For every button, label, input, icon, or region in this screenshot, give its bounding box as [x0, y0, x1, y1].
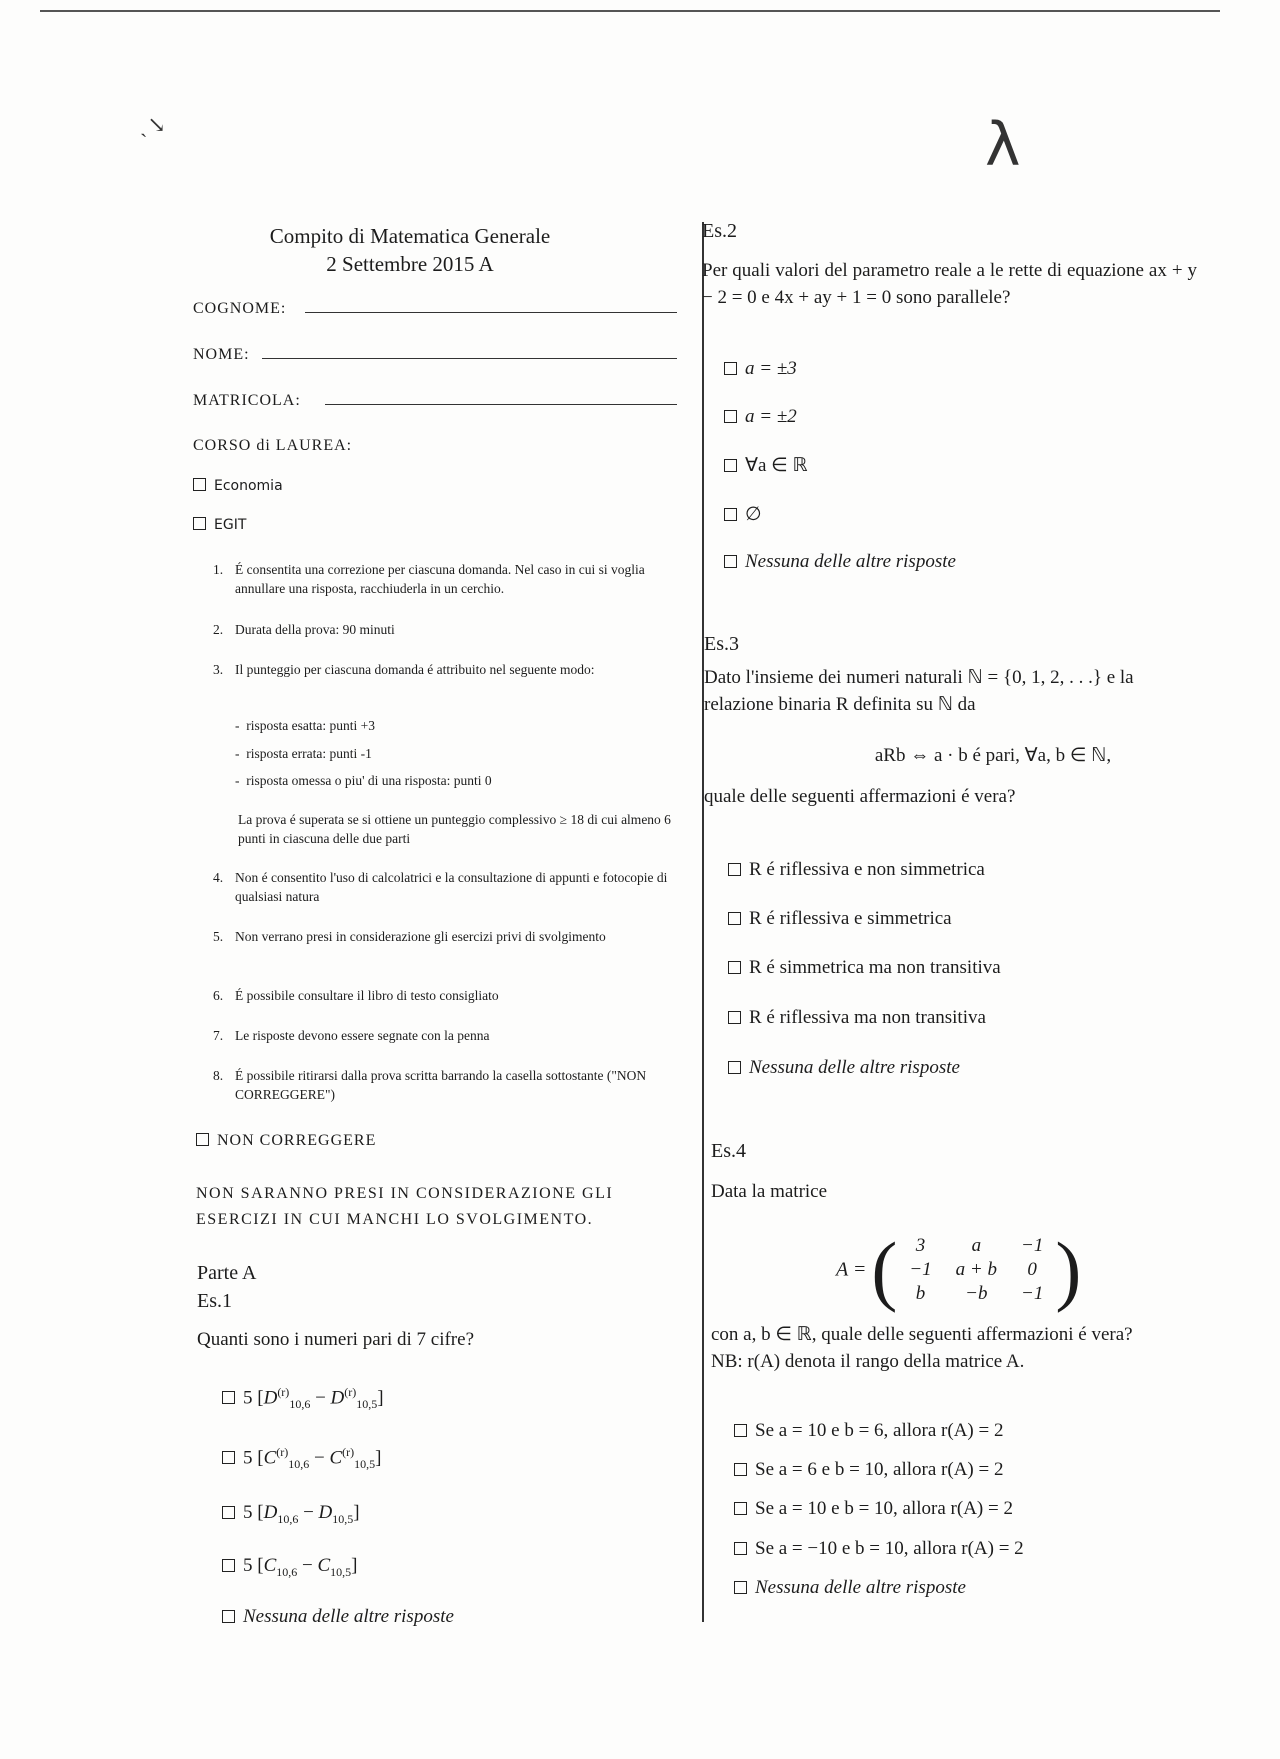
rule-text: É consentita una correzione per ciascuna domanda. Nel caso in cui si voglia annullare una risposta, racchiuderla in un cerchio. [235, 562, 645, 596]
es2-option-3[interactable] [724, 454, 808, 477]
es3-heading: Es.3 [704, 633, 739, 655]
rule-text: Non é consentito l'uso di calcolatrici e la consultazione di appunti e fotocopie di qualsiasi natura [235, 870, 668, 904]
es4-question: con a, b ∈ ℝ, quale delle seguenti affermazioni é vera? [711, 1324, 1133, 1345]
m-cell: −b [965, 1283, 988, 1304]
parte-a-heading: Parte A [197, 1262, 257, 1284]
rule-text: Durata della prova: 90 minuti [235, 622, 395, 637]
rule-text: risposta errata: punti -1 [246, 746, 372, 761]
m-cell: b [915, 1283, 926, 1304]
rule-1: 1. É consentita una correzione per ciascuna domanda. Nel caso in cui si voglia annullare una risposta, racchiuderla in un cerchio. [213, 562, 645, 596]
rule-text: risposta omessa o piu' di una risposta: punti 0 [246, 773, 492, 788]
rule-3a: - risposta esatta: punti +3 [235, 718, 375, 733]
option-label: Se a = 6 e b = 10, allora r(A) = 2 [755, 1459, 1004, 1480]
pencil-mark-right: λ [985, 110, 1021, 180]
option-label: ∅ [745, 504, 762, 525]
option-label: Nessuna delle altre risposte [745, 551, 956, 572]
non-correggere-label: NON CORREGGERE [217, 1132, 377, 1149]
es2-heading: Es.2 [702, 220, 737, 242]
checkbox-icon [222, 1451, 235, 1464]
rule-text: risposta esatta: punti +3 [246, 718, 375, 733]
m-cell: 3 [915, 1235, 926, 1256]
rule-8: 8. É possibile ritirarsi dalla prova scritta barrando la casella sottostante ("NON CORREGGERE") [213, 1068, 647, 1102]
es3-formula: aRb ⇔ a · b é pari, ∀a, b ∈ ℕ, [874, 745, 1112, 766]
option-egit[interactable] [193, 517, 246, 533]
es3-option-3[interactable] [728, 957, 1001, 979]
es4-heading: Es.4 [711, 1140, 746, 1162]
cognome-field[interactable] [305, 312, 677, 313]
rule-text: É possibile ritirarsi dalla prova scritta barrando la casella sottostante ("NON CORREGGERE") [235, 1068, 647, 1102]
checkbox-icon [734, 1502, 747, 1515]
m-cell: a + b [955, 1259, 997, 1280]
checkbox-icon [724, 459, 737, 472]
matrix-table [897, 1234, 1055, 1306]
rule-6: 6. É possibile consultare il libro di testo consigliato [213, 988, 499, 1003]
option-label: Se a = −10 e b = 10, allora r(A) = 2 [755, 1538, 1024, 1559]
option-economia[interactable] [193, 478, 283, 494]
matricola-label: MATRICOLA: [193, 392, 301, 409]
option-label: Nessuna delle altre risposte [755, 1577, 966, 1598]
checkbox-icon [728, 912, 741, 925]
es4-option-2[interactable] [734, 1459, 1003, 1481]
checkbox-icon [734, 1463, 747, 1476]
option-label: Se a = 10 e b = 10, allora r(A) = 2 [755, 1498, 1013, 1519]
option-label: R é riflessiva e non simmetrica [749, 859, 985, 880]
checkbox-icon [728, 961, 741, 974]
m-cell: 0 [1027, 1259, 1037, 1280]
es1-option-4[interactable]: 5 $[C_{10,6} - C_{10,5}]$ [222, 1555, 358, 1580]
rule-text: La prova é superata se si ottiene un punteggio complessivo ≥ 18 di cui almeno 6 punti in ciascuna delle due parti [238, 812, 671, 846]
rule-3d [238, 810, 688, 848]
checkbox-icon [724, 508, 737, 521]
rule-text: Il punteggio per ciascuna domanda é attribuito nel seguente modo: [235, 662, 595, 677]
checkbox-icon [724, 362, 737, 375]
checkbox-icon [222, 1391, 235, 1404]
exam-title [195, 222, 625, 278]
option-label: a = ±3 [745, 358, 797, 379]
rule-5: 5. Non verrano presi in considerazione gli esercizi privi di svolgimento [213, 929, 606, 944]
rule-7: 7. Le risposte devono essere segnate con la penna [213, 1028, 490, 1043]
es4-option-1[interactable] [734, 1420, 1003, 1442]
es4-option-3[interactable] [734, 1498, 1013, 1520]
es3-question2: quale delle seguenti affermazioni é vera? [704, 786, 1016, 807]
es4-option-4[interactable] [734, 1538, 1024, 1560]
m-cell: −1 [1021, 1283, 1044, 1304]
option-label: Nessuna delle altre risposte [243, 1606, 454, 1627]
rule-3b: - risposta errata: punti -1 [235, 746, 372, 761]
es3-option-4[interactable] [728, 1007, 986, 1029]
checkbox-icon [193, 478, 206, 491]
option-label: Nessuna delle altre risposte [749, 1057, 960, 1078]
es2-option-5[interactable] [724, 551, 956, 573]
checkbox-icon [728, 863, 741, 876]
option-label: Se a = 10 e b = 6, allora r(A) = 2 [755, 1420, 1004, 1441]
rule-3: 3. Il punteggio per ciascuna domanda é attribuito nel seguente modo: [213, 662, 595, 677]
es4-matrix: A = ( 3 a −1 −1 a + b 0 b −b −1 ) [836, 1226, 1082, 1313]
option-label: R é simmetrica ma non transitiva [749, 957, 1001, 978]
m-cell: −1 [909, 1259, 932, 1280]
m-cell: a [971, 1235, 982, 1256]
es4-nb: NB: r(A) denota il rango della matrice A. [711, 1351, 1025, 1372]
rule-3c: - risposta omessa o piu' di una risposta: punti 0 [235, 773, 492, 788]
es1-question: Quanti sono i numeri pari di 7 cifre? [197, 1329, 475, 1350]
option-label: R é riflessiva e simmetrica [749, 908, 952, 929]
es2-option-2[interactable] [724, 406, 797, 428]
checkbox-icon [734, 1542, 747, 1555]
cognome-label: COGNOME: [193, 300, 287, 317]
date-line: 2 Settembre 2015 A [326, 252, 494, 276]
es1-option-1[interactable]: 5 $[D^{(r)}_{10,6} - D^{(r)}_{10,5}]$ [222, 1385, 384, 1412]
option-label: EGIT [214, 517, 247, 533]
title-line: Compito di Matematica Generale [269, 224, 551, 248]
scan-top-line [40, 10, 1220, 12]
es1-option-3[interactable]: 5 $[D_{10,6} - D_{10,5}]$ [222, 1502, 360, 1527]
es3-option-5[interactable] [728, 1057, 960, 1079]
checkbox-icon [193, 517, 206, 530]
checkbox-icon [222, 1559, 235, 1572]
column-divider [702, 222, 704, 1622]
checkbox-icon [728, 1011, 741, 1024]
es2-option-1[interactable] [724, 358, 797, 380]
non-correggere-option[interactable] [196, 1132, 376, 1150]
matricola-field[interactable] [325, 404, 677, 405]
checkbox-icon [724, 555, 737, 568]
warning-text: NON SARANNO PRESI IN CONSIDERAZIONE GLI ESERCIZI IN CUI MANCHI LO SVOLGIMENTO. [196, 1185, 614, 1228]
es3-question: Dato l'insieme dei numeri naturali ℕ = {0, 1, 2, . . .} e la relazione binaria R definita su ℕ da [704, 667, 1134, 715]
rule-text: Non verrano presi in considerazione gli esercizi privi di svolgimento [235, 929, 606, 944]
checkbox-icon [196, 1133, 209, 1146]
option-label: R é riflessiva ma non transitiva [749, 1007, 986, 1028]
es1-option-2[interactable]: 5 $[C^{(r)}_{10,6} - C^{(r)}_{10,5}]$ [222, 1445, 382, 1472]
option-label: Economia [214, 478, 283, 494]
nome-label: NOME: [193, 346, 250, 363]
rule-2: 2. Durata della prova: 90 minuti [213, 622, 395, 637]
corso-label: CORSO di LAUREA: [193, 437, 353, 454]
es1-heading: Es.1 [197, 1290, 232, 1312]
checkbox-icon [724, 410, 737, 423]
checkbox-icon [222, 1506, 235, 1519]
rule-text: É possibile consultare il libro di testo consigliato [235, 988, 499, 1003]
rule-4: 4. Non é consentito l'uso di calcolatrici e la consultazione di appunti e fotocopie di qualsiasi natura [213, 870, 668, 904]
es1-option-5[interactable] [222, 1606, 454, 1628]
es2-question: Per quali valori del parametro reale a le rette di equazione ax + y − 2 = 0 e 4x + ay + 1 = 0 sono parallele? [702, 260, 1197, 308]
m-cell: −1 [1021, 1235, 1044, 1256]
es3-option-2[interactable] [728, 908, 952, 930]
checkbox-icon [734, 1581, 747, 1594]
matrix-label: A = [836, 1258, 867, 1281]
es2-option-4[interactable] [724, 503, 762, 526]
es3-option-1[interactable] [728, 859, 985, 881]
option-label: a = ±2 [745, 406, 797, 427]
nome-field[interactable] [262, 358, 677, 359]
option-label: ∀a ∈ ℝ [745, 455, 808, 476]
checkbox-icon [734, 1424, 747, 1437]
es4-option-5[interactable] [734, 1577, 966, 1599]
es4-intro: Data la matrice [711, 1181, 828, 1202]
checkbox-icon [222, 1610, 235, 1623]
rule-text: Le risposte devono essere segnate con la penna [235, 1028, 490, 1043]
checkbox-icon [728, 1061, 741, 1074]
pencil-mark-left: ˎ↘ [140, 113, 166, 138]
